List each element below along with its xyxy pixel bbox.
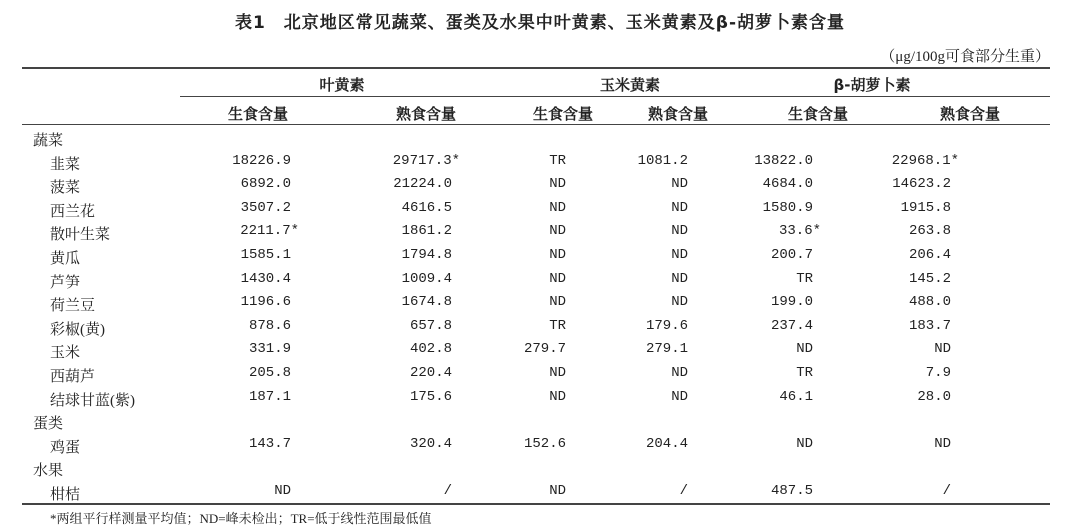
table-cell: ND xyxy=(549,247,566,263)
table-cell: ND xyxy=(671,388,688,405)
table-cell: 183.7 xyxy=(908,317,951,334)
table-cell: ND xyxy=(549,199,566,216)
table-cell: 331.9 xyxy=(248,341,291,358)
table-cell: 29717.3* xyxy=(392,152,460,169)
table-cell: 18226.9 xyxy=(232,152,291,169)
table-cell: 21224.0 xyxy=(393,176,452,193)
category-row xyxy=(0,129,1080,152)
table-cell: TR xyxy=(796,365,813,381)
table-cell: 2211.7* xyxy=(240,223,299,240)
table-row xyxy=(0,153,1080,176)
category-label: 蛋类 xyxy=(33,416,64,433)
table-cell: 199.0 xyxy=(770,294,813,311)
table-cell: ND xyxy=(671,270,688,287)
table-cell: ND xyxy=(549,270,566,287)
table-cell: / xyxy=(679,483,688,499)
table-cell: TR xyxy=(549,317,566,334)
table-cell: ND xyxy=(934,341,951,358)
table-cell: 204.4 xyxy=(645,435,688,452)
table-cell: 13822.0 xyxy=(754,152,813,169)
subheader: 生食含量 xyxy=(787,105,849,123)
table-cell: 320.4 xyxy=(409,435,452,452)
table-cell: ND xyxy=(671,176,688,193)
category-row xyxy=(0,412,1080,435)
table-cell: ND xyxy=(796,341,813,358)
bottom-rule xyxy=(22,503,1050,505)
table-cell: TR xyxy=(796,270,813,287)
table-cell: ND xyxy=(671,365,688,381)
table-cell: 179.6 xyxy=(645,317,688,334)
table-cell: 14623.2 xyxy=(892,176,951,193)
table-cell: ND xyxy=(671,199,688,216)
row-label: 柑桔 xyxy=(50,487,81,503)
table-cell: / xyxy=(942,483,951,499)
subheader: 熟食含量 xyxy=(395,105,457,123)
table-cell: ND xyxy=(274,483,291,499)
top-rule xyxy=(22,67,1050,69)
table-cell: 220.4 xyxy=(409,365,452,381)
table-cell: ND xyxy=(934,435,951,452)
table-row xyxy=(0,365,1080,388)
table-cell: 1430.4 xyxy=(240,270,291,287)
table-cell: ND xyxy=(549,294,566,311)
table-cell: ND xyxy=(671,223,688,240)
table-cell: 1081.2 xyxy=(637,152,688,169)
category-label: 蔬菜 xyxy=(33,133,64,149)
table-cell: 488.0 xyxy=(908,294,951,311)
table-cell: 152.6 xyxy=(523,435,566,452)
footnote: *两组平行样测量平均值；ND=峰未检出；TR=低于线性范围最低值 xyxy=(50,511,432,526)
category-label: 水果 xyxy=(33,463,64,480)
table-cell: 1196.6 xyxy=(240,294,291,311)
table-cell: 175.6 xyxy=(409,388,452,405)
table-row xyxy=(0,436,1080,459)
table-cell: ND xyxy=(671,294,688,311)
table-cell: 4684.0 xyxy=(762,176,813,193)
row-label: 彩椒(黄) xyxy=(50,321,105,338)
table-cell: 1580.9 xyxy=(762,199,813,216)
table-cell: 206.4 xyxy=(908,247,951,263)
table-cell: 279.7 xyxy=(523,341,566,358)
table-cell: 237.4 xyxy=(770,317,813,334)
group-header-beta-carotene: β-胡萝卜素 xyxy=(833,76,911,94)
table-row xyxy=(0,294,1080,317)
table-row xyxy=(0,341,1080,364)
row-label: 西兰花 xyxy=(50,203,96,220)
table-cell: 402.8 xyxy=(409,341,452,358)
table-cell: 1794.8 xyxy=(401,247,452,263)
table-row xyxy=(0,223,1080,246)
table-cell: / xyxy=(443,483,452,499)
row-label: 结球甘蓝(紫) xyxy=(50,392,135,409)
table-cell: 3507.2 xyxy=(240,199,291,216)
table-row xyxy=(0,318,1080,341)
subheader: 熟食含量 xyxy=(939,105,1001,123)
table-title: 表1 北京地区常见蔬菜、蛋类及水果中叶黄素、玉米黄素及β-胡萝卜素含量 xyxy=(234,13,846,33)
table-cell: 28.0 xyxy=(917,388,951,405)
table-cell: 487.5 xyxy=(770,483,813,499)
table-cell: ND xyxy=(549,365,566,381)
row-label: 黄瓜 xyxy=(50,251,81,267)
table-row xyxy=(0,176,1080,199)
table-cell: 46.1 xyxy=(779,388,813,405)
table-cell: 22968.1* xyxy=(891,152,959,169)
table-cell: 1585.1 xyxy=(240,247,291,263)
table-cell: 1674.8 xyxy=(401,294,452,311)
subheader: 熟食含量 xyxy=(647,105,709,123)
table-cell: 263.8 xyxy=(908,223,951,240)
table-cell: 1009.4 xyxy=(401,270,452,287)
table-cell: ND xyxy=(549,223,566,240)
table-cell: 205.8 xyxy=(248,365,291,381)
group-rule xyxy=(180,96,1050,97)
subheader: 生食含量 xyxy=(227,105,289,123)
unit-note: （μg/100g可食部分生重） xyxy=(880,49,1050,65)
table-cell: 7.9 xyxy=(925,365,951,381)
table-cell: 878.6 xyxy=(248,317,291,334)
row-label: 芦笋 xyxy=(50,274,81,291)
table-cell: ND xyxy=(671,247,688,263)
row-label: 荷兰豆 xyxy=(50,298,96,315)
header-rule xyxy=(22,124,1050,125)
row-label: 鸡蛋 xyxy=(50,439,81,456)
row-label: 玉米 xyxy=(50,345,81,362)
table-cell: 6892.0 xyxy=(240,176,291,193)
table-cell: 1915.8 xyxy=(900,199,951,216)
table-cell: ND xyxy=(549,483,566,499)
table-cell: ND xyxy=(549,388,566,405)
table-cell: 33.6* xyxy=(778,223,821,240)
table-row xyxy=(0,247,1080,270)
table-row xyxy=(0,271,1080,294)
table-cell: 4616.5 xyxy=(401,199,452,216)
table-cell: TR xyxy=(549,152,566,169)
table-cell: 143.7 xyxy=(248,435,291,452)
table-cell: ND xyxy=(796,435,813,452)
table-cell: 279.1 xyxy=(645,341,688,358)
table-cell: 1861.2 xyxy=(401,223,452,240)
table-cell: ND xyxy=(549,176,566,193)
subheader: 生食含量 xyxy=(532,105,594,123)
row-label: 菠菜 xyxy=(50,180,81,197)
table-cell: 145.2 xyxy=(908,270,951,287)
group-header-zeaxanthin: 玉米黄素 xyxy=(599,76,661,94)
table-cell: 657.8 xyxy=(409,317,452,334)
table-row xyxy=(0,200,1080,223)
table-row xyxy=(0,389,1080,412)
row-label: 韭菜 xyxy=(50,156,81,173)
row-label: 散叶生菜 xyxy=(50,227,111,244)
row-label: 西葫芦 xyxy=(50,369,96,385)
category-row xyxy=(0,459,1080,482)
table-cell: 200.7 xyxy=(770,247,813,263)
group-header-lutein: 叶黄素 xyxy=(319,76,365,94)
table-cell: 187.1 xyxy=(248,388,291,405)
